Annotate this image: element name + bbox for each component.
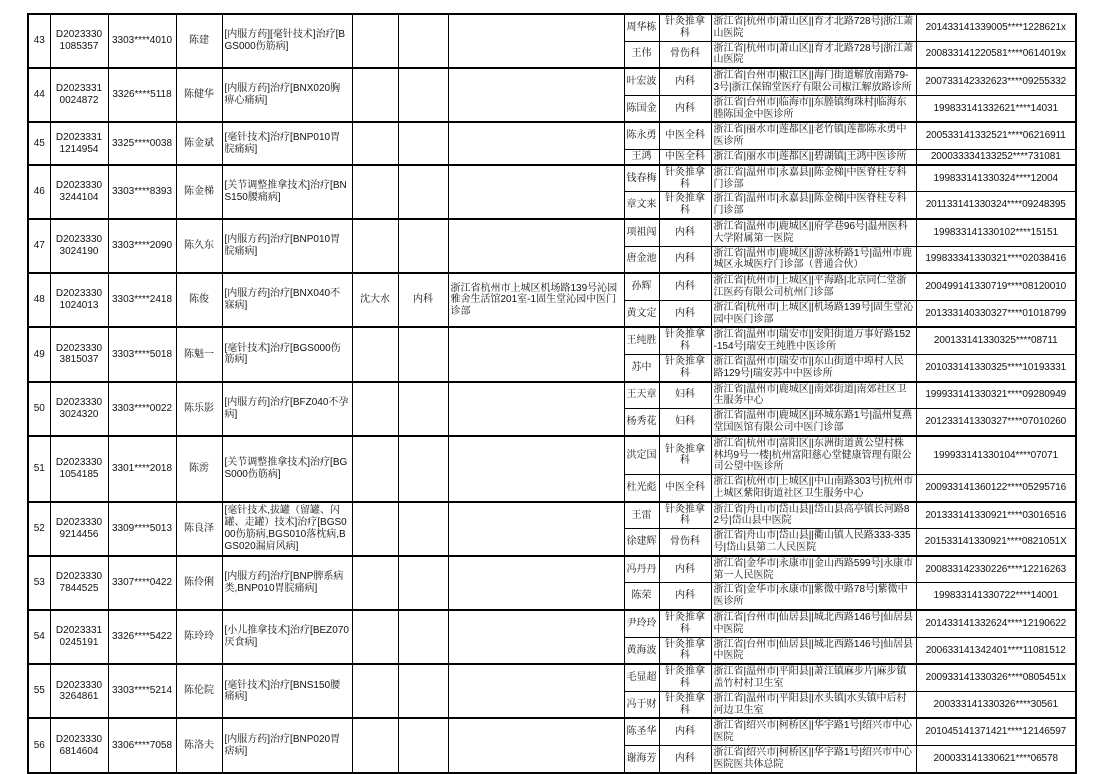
mentor-id-number: 200633141342401****11081512 xyxy=(916,637,1076,664)
mentor-name: 黄文定 xyxy=(624,300,659,327)
applicant-name: 陈伦院 xyxy=(176,664,222,718)
mentor-department: 针灸推拿科 xyxy=(659,637,711,664)
mentor-institution-address: 浙江省|杭州市|富阳区||东洲街道黄公望村株林坞9号一楼|杭州富阳慈心堂健康管理有限公司公望中医诊所 xyxy=(711,436,916,475)
masked-code: 3326****5422 xyxy=(108,610,176,664)
mentor-name: 毛显超 xyxy=(624,664,659,691)
mentor-institution-address: 浙江省|台州市|椒江区||海门街道解放南路79-3号|浙江保锦堂医疗有限公司椒江解放路诊所 xyxy=(711,68,916,95)
mentor-department: 内科 xyxy=(659,68,711,95)
mentor-department: 针灸推拿科 xyxy=(659,691,711,718)
mentor-institution-address: 浙江省|杭州市|萧山区||育才北路728号|浙江萧山医院 xyxy=(711,14,916,41)
record-id: D2023330 3815037 xyxy=(50,327,108,381)
mentor-name: 章文来 xyxy=(624,192,659,219)
mentor-institution-address: 浙江省|温州市|鹿城区||南郊街道|南郊社区卫生服务中心 xyxy=(711,382,916,409)
record-id: D2023330 1085357 xyxy=(50,14,108,68)
mentor-institution-address: 浙江省|台州市|临海市||东塍镇绚珠村|临海东塍陈国金中医诊所 xyxy=(711,95,916,122)
row-number: 48 xyxy=(28,273,50,327)
mentor-id-number: 200833142330226****12216263 xyxy=(916,556,1076,583)
mentor-name: 徐建辉 xyxy=(624,529,659,556)
practice-contact-name xyxy=(352,122,398,164)
table-row xyxy=(28,219,1076,246)
mentor-institution-address: 浙江省|金华市|永康市||紫微中路78号|紫微中医诊所 xyxy=(711,583,916,610)
practice-department xyxy=(398,14,448,68)
record-id: D2023331 0245191 xyxy=(50,610,108,664)
row-number: 53 xyxy=(28,556,50,610)
applicant-name: 陈建 xyxy=(176,14,222,68)
masked-code: 3306****7058 xyxy=(108,718,176,772)
treatment-scope: [内服方药][毫针技术]治疗[BGS000伤筋病] xyxy=(222,14,352,68)
treatment-scope: [毫针技术]治疗[BNP010胃脘痛病] xyxy=(222,122,352,164)
applicant-name: 陈金斌 xyxy=(176,122,222,164)
practice-department xyxy=(398,502,448,556)
record-id: D2023331 1214954 xyxy=(50,122,108,164)
practice-address xyxy=(448,122,624,164)
table-row xyxy=(28,502,1076,529)
practice-department xyxy=(398,664,448,718)
applicant-name: 陈伶俐 xyxy=(176,556,222,610)
masked-code: 3303****2418 xyxy=(108,273,176,327)
treatment-scope: [内服方药]治疗[BNX040不寐病] xyxy=(222,273,352,327)
mentor-institution-address: 浙江省|舟山市|岱山县||衢山镇人民路333-335号|岱山县第二人民医院 xyxy=(711,529,916,556)
practice-contact-name xyxy=(352,502,398,556)
applicant-name: 陈俊 xyxy=(176,273,222,327)
mentor-institution-address: 浙江省|杭州市|上城区||中山南路303号|杭州市上城区紫阳街道社区卫生服务中心 xyxy=(711,475,916,502)
mentor-department: 针灸推拿科 xyxy=(659,165,711,192)
applicant-name: 陈雳 xyxy=(176,436,222,502)
mentor-name: 叶宏波 xyxy=(624,68,659,95)
mentor-name: 洪定国 xyxy=(624,436,659,475)
record-id: D2023331 0024872 xyxy=(50,68,108,122)
record-id: D2023330 3264861 xyxy=(50,664,108,718)
practice-address xyxy=(448,610,624,664)
mentor-id-number: 201433141339005****1228621x xyxy=(916,14,1076,41)
mentor-name: 尹玲玲 xyxy=(624,610,659,637)
practice-department xyxy=(398,718,448,772)
masked-code: 3309****5013 xyxy=(108,502,176,556)
mentor-institution-address: 浙江省|温州市|鹿城区||府学巷96号|温州医科大学附属第一医院 xyxy=(711,219,916,246)
record-id: D2023330 1024013 xyxy=(50,273,108,327)
mentor-department: 中医全科 xyxy=(659,475,711,502)
table-row xyxy=(28,664,1076,691)
registration-table xyxy=(27,13,1077,774)
mentor-id-number: 200933141330326****0805451x xyxy=(916,664,1076,691)
practice-address: 浙江省杭州市上城区机场路139号沁园雅舍生活馆201室-1固生堂沁园中医门诊部 xyxy=(448,273,624,327)
mentor-id-number: 201333140330327****01018799 xyxy=(916,300,1076,327)
mentor-department: 中医全科 xyxy=(659,149,711,164)
masked-code: 3303****2090 xyxy=(108,219,176,273)
table-row xyxy=(28,718,1076,745)
mentor-institution-address: 浙江省|杭州市|上城区||机场路139号|固生堂沁园中医门诊部 xyxy=(711,300,916,327)
treatment-scope: [内服方药]治疗[BFZ040不孕病] xyxy=(222,382,352,436)
mentor-institution-address: 浙江省|台州市|仙居县||城北西路146号|仙居县中医院 xyxy=(711,637,916,664)
mentor-name: 冯于财 xyxy=(624,691,659,718)
mentor-name: 王纯胜 xyxy=(624,327,659,354)
practice-department xyxy=(398,556,448,610)
row-number: 55 xyxy=(28,664,50,718)
practice-contact-name xyxy=(352,382,398,436)
mentor-name: 项祖闯 xyxy=(624,219,659,246)
mentor-id-number: 200933141360122****05295716 xyxy=(916,475,1076,502)
applicant-name: 陈金梯 xyxy=(176,165,222,219)
mentor-department: 内科 xyxy=(659,556,711,583)
treatment-scope: [小儿推拿技术]治疗[BEZ070厌食病] xyxy=(222,610,352,664)
mentor-institution-address: 浙江省|温州市|瑞安市||安阳街道万事好路152-154号|瑞安王纯胜中医诊所 xyxy=(711,327,916,354)
practice-address xyxy=(448,436,624,502)
mentor-institution-address: 浙江省|绍兴市|柯桥区||华宇路1号|绍兴市中心医院 xyxy=(711,718,916,745)
mentor-institution-address: 浙江省|台州市|仙居县||城北西路146号|仙居县中医院 xyxy=(711,610,916,637)
mentor-name: 陈荣 xyxy=(624,583,659,610)
practice-address xyxy=(448,718,624,772)
practice-department xyxy=(398,327,448,381)
practice-department xyxy=(398,382,448,436)
mentor-department: 骨伤科 xyxy=(659,41,711,68)
table-row xyxy=(28,14,1076,41)
mentor-name: 苏中 xyxy=(624,354,659,381)
treatment-scope: [毫针技术,拔罐（留罐、闪罐、走罐）技术]治疗[BGS000伤筋病,BGS010落枕病,BGS020漏肩风病] xyxy=(222,502,352,556)
practice-address xyxy=(448,165,624,219)
mentor-institution-address: 浙江省|温州市|鹿城区||游泳桥路1号|温州市鹿城区永城医疗门诊部（普通合伙） xyxy=(711,246,916,273)
mentor-id-number: 201533141330921****0821051X xyxy=(916,529,1076,556)
masked-code: 3303****0022 xyxy=(108,382,176,436)
masked-code: 3307****0422 xyxy=(108,556,176,610)
mentor-institution-address: 浙江省|丽水市|莲都区||碧湖镇|王鸿中医诊所 xyxy=(711,149,916,164)
mentor-id-number: 200733142332623****09255332 xyxy=(916,68,1076,95)
applicant-name: 陈玲玲 xyxy=(176,610,222,664)
mentor-department: 内科 xyxy=(659,718,711,745)
mentor-institution-address: 浙江省|绍兴市|柯桥区||华宇路1号|绍兴市中心医院医共体总院 xyxy=(711,746,916,773)
applicant-name: 陈洛夫 xyxy=(176,718,222,772)
mentor-id-number: 201433141332624****12190622 xyxy=(916,610,1076,637)
mentor-department: 针灸推拿科 xyxy=(659,610,711,637)
treatment-scope: [关节调整推拿技术]治疗[BGS000伤筋病] xyxy=(222,436,352,502)
practice-contact-name xyxy=(352,327,398,381)
applicant-name: 陈健华 xyxy=(176,68,222,122)
practice-address xyxy=(448,664,624,718)
record-id: D2023330 6814604 xyxy=(50,718,108,772)
mentor-id-number: 200833141220581****0614019x xyxy=(916,41,1076,68)
mentor-id-number: 199833341330321****02038416 xyxy=(916,246,1076,273)
masked-code: 3303****5214 xyxy=(108,664,176,718)
masked-code: 3301****2018 xyxy=(108,436,176,502)
record-id: D2023330 7844525 xyxy=(50,556,108,610)
row-number: 51 xyxy=(28,436,50,502)
practice-contact-name xyxy=(352,219,398,273)
mentor-name: 杜光彪 xyxy=(624,475,659,502)
practice-address xyxy=(448,68,624,122)
mentor-department: 内科 xyxy=(659,95,711,122)
records-tbody xyxy=(28,14,1076,773)
mentor-department: 内科 xyxy=(659,300,711,327)
practice-address xyxy=(448,502,624,556)
mentor-id-number: 200033334133252****731081 xyxy=(916,149,1076,164)
row-number: 43 xyxy=(28,14,50,68)
mentor-department: 针灸推拿科 xyxy=(659,327,711,354)
mentor-department: 妇科 xyxy=(659,382,711,409)
record-id: D2023330 3024190 xyxy=(50,219,108,273)
mentor-name: 黄海波 xyxy=(624,637,659,664)
mentor-institution-address: 浙江省|杭州市|上城区||平海路|北京同仁堂浙江医药有限公司杭州门诊部 xyxy=(711,273,916,300)
table-row xyxy=(28,122,1076,149)
practice-contact-name xyxy=(352,165,398,219)
mentor-department: 骨伤科 xyxy=(659,529,711,556)
mentor-name: 杨秀花 xyxy=(624,409,659,436)
mentor-id-number: 200133141330325****08711 xyxy=(916,327,1076,354)
mentor-id-number: 201045141371421****12146597 xyxy=(916,718,1076,745)
practice-address xyxy=(448,14,624,68)
table-row xyxy=(28,327,1076,354)
practice-department xyxy=(398,165,448,219)
treatment-scope: [内服方药]治疗[BNP020胃痞病] xyxy=(222,718,352,772)
masked-code: 3303****4010 xyxy=(108,14,176,68)
row-number: 46 xyxy=(28,165,50,219)
mentor-department: 针灸推拿科 xyxy=(659,664,711,691)
masked-code: 3326****5118 xyxy=(108,68,176,122)
practice-department xyxy=(398,219,448,273)
applicant-name: 陈乐影 xyxy=(176,382,222,436)
treatment-scope: [关节调整推拿技术]治疗[BNS150腰痛病] xyxy=(222,165,352,219)
mentor-id-number: 201233141330327****07010260 xyxy=(916,409,1076,436)
practice-address xyxy=(448,327,624,381)
mentor-institution-address: 浙江省|温州市|瑞安市||东山街道中埠村人民路129号|瑞安苏中中医诊所 xyxy=(711,354,916,381)
mentor-institution-address: 浙江省|杭州市|萧山区||育才北路728号|浙江萧山医院 xyxy=(711,41,916,68)
practice-department xyxy=(398,68,448,122)
mentor-institution-address: 浙江省|温州市|永嘉县||陈金梯|中医脊柱专科门诊部 xyxy=(711,192,916,219)
document-page xyxy=(27,13,1077,774)
mentor-department: 针灸推拿科 xyxy=(659,354,711,381)
table-row xyxy=(28,382,1076,409)
mentor-name: 唐金池 xyxy=(624,246,659,273)
mentor-department: 针灸推拿科 xyxy=(659,192,711,219)
mentor-id-number: 201033141330325****10193331 xyxy=(916,354,1076,381)
practice-department xyxy=(398,436,448,502)
row-number: 50 xyxy=(28,382,50,436)
row-number: 56 xyxy=(28,718,50,772)
mentor-name: 王伟 xyxy=(624,41,659,68)
row-number: 45 xyxy=(28,122,50,164)
mentor-department: 妇科 xyxy=(659,409,711,436)
mentor-department: 中医全科 xyxy=(659,122,711,149)
mentor-institution-address: 浙江省|温州市|平阳县||萧江镇麻步片|麻步镇盖竹村村卫生室 xyxy=(711,664,916,691)
mentor-institution-address: 浙江省|金华市|永康市||金山西路599号|永康市第一人民医院 xyxy=(711,556,916,583)
table-row xyxy=(28,436,1076,475)
mentor-institution-address: 浙江省|舟山市|岱山县||岱山县高亭镇长河路82号|岱山县中医院 xyxy=(711,502,916,529)
mentor-name: 周华栋 xyxy=(624,14,659,41)
mentor-department: 内科 xyxy=(659,583,711,610)
mentor-institution-address: 浙江省|温州市|鹿城区||环城东路1号|温州复燕堂国医馆有限公司中医门诊部 xyxy=(711,409,916,436)
mentor-department: 内科 xyxy=(659,219,711,246)
mentor-name: 冯丹丹 xyxy=(624,556,659,583)
row-number: 47 xyxy=(28,219,50,273)
table-row xyxy=(28,273,1076,300)
treatment-scope: [毫针技术]治疗[BNS150腰痛病] xyxy=(222,664,352,718)
applicant-name: 陈久东 xyxy=(176,219,222,273)
treatment-scope: [内服方药]治疗[BNP010胃脘痛病] xyxy=(222,219,352,273)
mentor-name: 王雷 xyxy=(624,502,659,529)
mentor-department: 内科 xyxy=(659,746,711,773)
mentor-id-number: 201333141330921****03016516 xyxy=(916,502,1076,529)
mentor-name: 孙辉 xyxy=(624,273,659,300)
mentor-name: 陈国金 xyxy=(624,95,659,122)
practice-contact-name xyxy=(352,664,398,718)
mentor-name: 钱春梅 xyxy=(624,165,659,192)
practice-contact-name xyxy=(352,68,398,122)
row-number: 52 xyxy=(28,502,50,556)
mentor-name: 王天章 xyxy=(624,382,659,409)
applicant-name: 陈良泽 xyxy=(176,502,222,556)
masked-code: 3303****5018 xyxy=(108,327,176,381)
practice-address xyxy=(448,382,624,436)
mentor-department: 针灸推拿科 xyxy=(659,502,711,529)
mentor-department: 内科 xyxy=(659,246,711,273)
mentor-id-number: 199833141330102****15151 xyxy=(916,219,1076,246)
mentor-id-number: 199833141332621****14031 xyxy=(916,95,1076,122)
mentor-name: 陈圣华 xyxy=(624,718,659,745)
mentor-id-number: 200499141330719****08120010 xyxy=(916,273,1076,300)
mentor-id-number: 199833141330722****14001 xyxy=(916,583,1076,610)
practice-address xyxy=(448,556,624,610)
mentor-id-number: 199933141330321****09280949 xyxy=(916,382,1076,409)
practice-contact-name: 沈大水 xyxy=(352,273,398,327)
table-row xyxy=(28,68,1076,95)
masked-code: 3303****8393 xyxy=(108,165,176,219)
mentor-id-number: 200033141330621****06578 xyxy=(916,746,1076,773)
mentor-id-number: 201133141330324****09248395 xyxy=(916,192,1076,219)
row-number: 54 xyxy=(28,610,50,664)
practice-department xyxy=(398,122,448,164)
practice-contact-name xyxy=(352,14,398,68)
practice-department: 内科 xyxy=(398,273,448,327)
mentor-department: 针灸推拿科 xyxy=(659,14,711,41)
row-number: 49 xyxy=(28,327,50,381)
treatment-scope: [内服方药]治疗[BNP脾系病类,BNP010胃脘痛病] xyxy=(222,556,352,610)
applicant-name: 陈魁一 xyxy=(176,327,222,381)
practice-contact-name xyxy=(352,436,398,502)
mentor-id-number: 200533141332521****06216911 xyxy=(916,122,1076,149)
mentor-name: 陈永勇 xyxy=(624,122,659,149)
record-id: D2023330 9214456 xyxy=(50,502,108,556)
mentor-department: 内科 xyxy=(659,273,711,300)
practice-contact-name xyxy=(352,556,398,610)
practice-address xyxy=(448,219,624,273)
record-id: D2023330 3024320 xyxy=(50,382,108,436)
mentor-id-number: 200333141330326****30561 xyxy=(916,691,1076,718)
table-row xyxy=(28,165,1076,192)
mentor-id-number: 199933141330104****07071 xyxy=(916,436,1076,475)
mentor-institution-address: 浙江省|温州市|平阳县||水头镇|水头镇中后村河边卫生室 xyxy=(711,691,916,718)
practice-department xyxy=(398,610,448,664)
mentor-institution-address: 浙江省|丽水市|莲都区||老竹镇|莲都陈永勇中医诊所 xyxy=(711,122,916,149)
practice-contact-name xyxy=(352,610,398,664)
table-row xyxy=(28,556,1076,583)
treatment-scope: [毫针技术]治疗[BGS000伤筋病] xyxy=(222,327,352,381)
mentor-name: 王鸿 xyxy=(624,149,659,164)
treatment-scope: [内服方药]治疗[BNX020胸痹心痛病] xyxy=(222,68,352,122)
record-id: D2023330 1054185 xyxy=(50,436,108,502)
mentor-institution-address: 浙江省|温州市|永嘉县||陈金梯|中医脊柱专科门诊部 xyxy=(711,165,916,192)
row-number: 44 xyxy=(28,68,50,122)
masked-code: 3325****0038 xyxy=(108,122,176,164)
table-row xyxy=(28,610,1076,637)
practice-contact-name xyxy=(352,718,398,772)
mentor-department: 针灸推拿科 xyxy=(659,436,711,475)
mentor-name: 谢海芳 xyxy=(624,746,659,773)
record-id: D2023330 3244104 xyxy=(50,165,108,219)
mentor-id-number: 199833141330324****12004 xyxy=(916,165,1076,192)
